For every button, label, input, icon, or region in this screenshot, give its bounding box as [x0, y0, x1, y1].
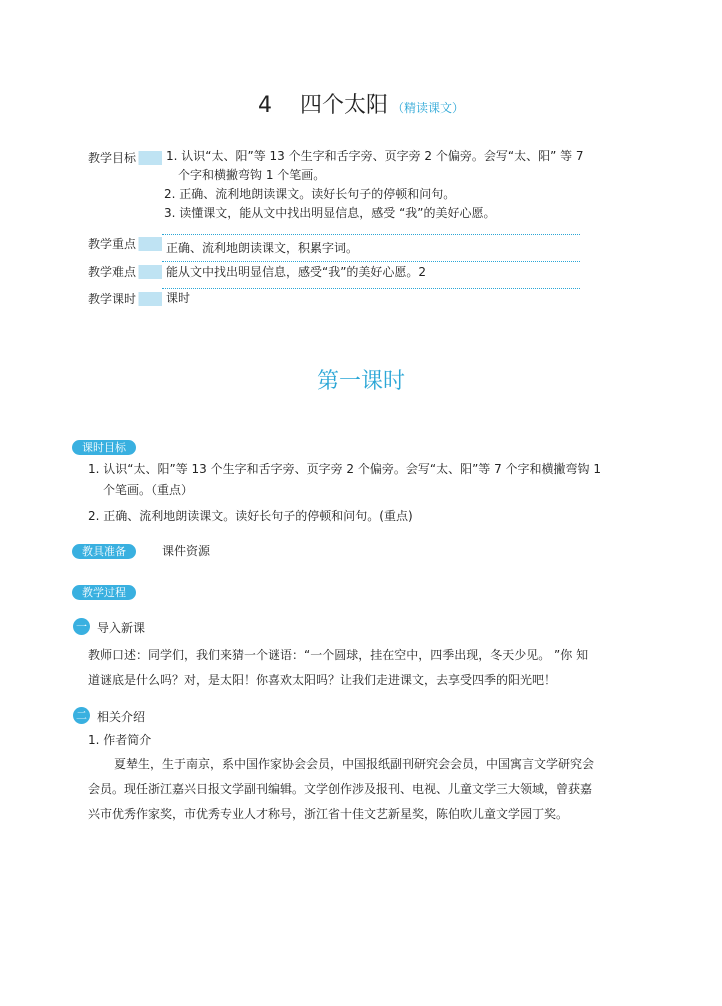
goals-label: 教学目标	[88, 151, 162, 165]
difficulty-label: 教学难点	[88, 265, 162, 279]
step-2-subheading: 1. 作者简介	[88, 733, 152, 747]
divider-3	[162, 288, 580, 289]
step-2-title: 相关介绍	[97, 710, 146, 724]
step-2-number: 二	[73, 707, 90, 724]
hours-text: 课时	[166, 291, 191, 305]
class-goals-tag: 课时目标	[72, 440, 136, 455]
lesson-subtitle: （精读课文）	[392, 101, 465, 115]
divider-1	[162, 234, 580, 235]
step-1-number: 一	[73, 618, 90, 635]
step-2-line-3: 兴市优秀作家奖，市优秀专业人才称号，浙江省十佳文艺新星奖，陈伯吹儿童文学园丁奖。	[88, 807, 569, 821]
step-2-line-1: 夏辇生，生于南京，系中国作家协会会员，中国报纸副刊研究会会员，中国寓言文学研究会	[114, 757, 595, 771]
prep-text: 课件资源	[162, 544, 211, 558]
section-title: 第一课时	[316, 369, 405, 394]
goal-line-3: 2. 正确、流利地朗读课文。读好长句子的停顿和问句。	[164, 187, 456, 201]
lesson-number: 4	[257, 93, 272, 118]
class-goal-line-1: 1. 认识“太、阳”等 13 个生字和舌字旁、页字旁 2 个偏旁。会写“太、阳”等 7 个字和横撇弯钩 1	[88, 462, 602, 476]
hours-label: 教学课时	[88, 292, 162, 306]
class-goal-line-2: 个笔画。（重点）	[103, 483, 194, 497]
lesson-title	[0, 88, 722, 119]
step-2-line-2: 会员。现任浙江嘉兴日报文学副刊编辑。文学创作涉及报刊、电视、儿童文学三大领域，曾获嘉	[88, 782, 593, 796]
goal-line-4: 3. 读懂课文，能从文中找出明显信息，感受 “我”的美好心愿。	[164, 206, 496, 220]
process-tag: 教学过程	[72, 585, 136, 600]
prep-tag: 教具准备	[72, 544, 136, 559]
class-goal-line-3: 2. 正确、流利地朗读课文。读好长句子的停顿和问句。(重点)	[88, 509, 413, 523]
step-1-line-2: 道谜底是什么吗？对，是太阳！你喜欢太阳吗？让我们走进课文，去享受四季的阳光吧！	[88, 673, 557, 687]
step-1-line-1: 教师口述：同学们，我们来猜一个谜语：“一个圆球，挂在空中，四季出现，冬天少见。 ”你 知	[88, 648, 589, 662]
difficulty-text: 能从文中找出明显信息，感受“我”的美好心愿。2	[166, 265, 427, 279]
divider-2	[162, 261, 580, 262]
key-label: 教学重点	[88, 237, 162, 251]
step-1-title: 导入新课	[97, 621, 146, 635]
lesson-title-text: 四个太阳	[299, 93, 388, 118]
key-text: 正确、流利地朗读课文，积累字词。	[166, 241, 359, 255]
goal-line-2: 个字和横撇弯钩 1 个笔画。	[178, 168, 326, 182]
goal-line-1: 1. 认识“太、阳”等 13 个生字和舌字旁、页字旁 2 个偏旁。会写“太、阳” 等 7	[166, 149, 584, 163]
